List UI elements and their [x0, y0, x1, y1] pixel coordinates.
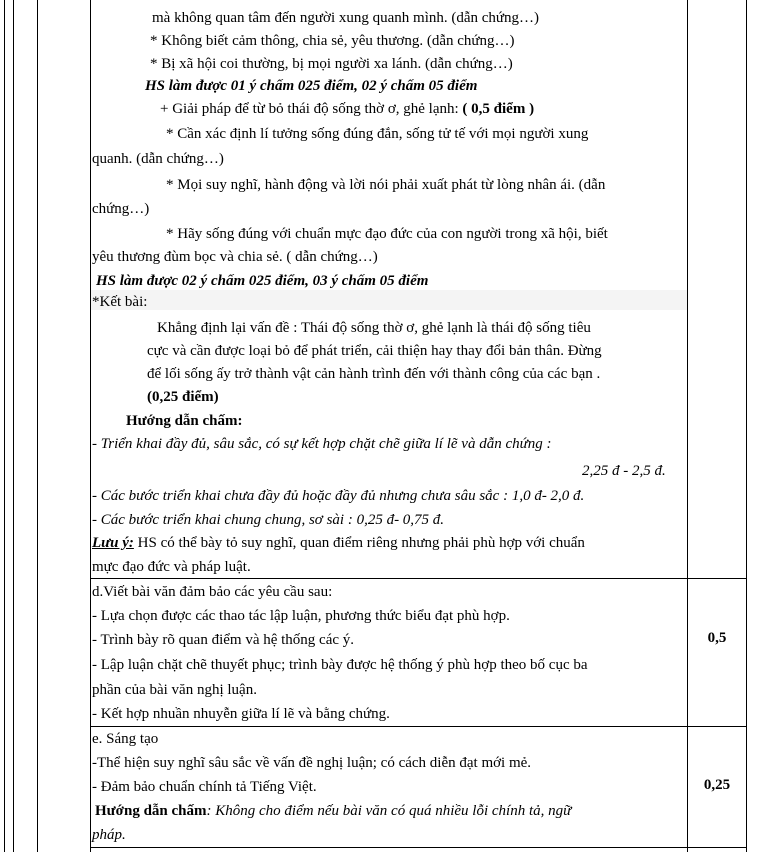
text-line: để lối sống ấy trở thành vật cản hành trình đến với thành công của các bạn .	[147, 366, 601, 382]
score-note: (0,25 điểm)	[147, 389, 219, 405]
section-d-score: 0,5	[707, 630, 727, 646]
note-label: Lưu ý:	[92, 535, 134, 551]
row-divider-2	[90, 726, 747, 727]
line-shading	[91, 290, 687, 310]
text-line	[95, 801, 571, 821]
text-line: * Bị xã hội coi thường, bị mọi người xa lánh. (dẫn chứng…)	[150, 56, 513, 72]
table-border-right	[746, 0, 747, 852]
text-line: * Mọi suy nghĩ, hành động và lời nói phải xuất phát từ lòng nhân ái. (dẫn	[166, 177, 606, 193]
text-line: - Đảm bảo chuẩn chính tả Tiếng Việt.	[92, 779, 317, 795]
text-line: - Lựa chọn được các thao tác lập luận, phương thức biểu đạt phù hợp.	[92, 608, 510, 624]
text-line: - Các bước triển khai chưa đầy đủ hoặc đầy đủ nhưng chưa sâu sắc : 1,0 đ- 2,0 đ.	[92, 488, 585, 504]
table-border-col1	[13, 0, 14, 852]
grading-guide-label: Hướng dẫn chấm	[95, 803, 207, 819]
section-e-title: e. Sáng tạo	[92, 731, 159, 747]
text-line: cực và cần được loại bỏ để phát triển, cải thiện hay thay đổi bản thân. Đừng	[147, 343, 602, 359]
text-line: phần của bài văn nghị luận.	[92, 682, 257, 698]
text-line: - Kết hợp nhuần nhuyễn giữa lí lẽ và bằng chứng.	[92, 706, 390, 722]
text-span: : Không cho điểm nếu bài văn có quá nhiều lỗi chính tả, ngữ	[206, 803, 572, 819]
row-divider-bottom	[90, 847, 747, 848]
text-line: * Không biết cảm thông, chia sẻ, yêu thương. (dẫn chứng…)	[150, 33, 515, 49]
text-line: - Triển khai đầy đủ, sâu sắc, có sự kết hợp chặt chẽ giữa lí lẽ và dẫn chứng :	[92, 436, 552, 452]
text-line: - Các bước triển khai chung chung, sơ sài : 0,25 đ- 0,75 đ.	[92, 512, 445, 528]
text-line: - Trình bày rõ quan điểm và hệ thống các ý.	[92, 632, 355, 648]
row-divider-1	[90, 578, 747, 579]
text-line: yêu thương đùm bọc và chia sẻ. ( dẫn chứng…)	[92, 249, 378, 265]
text-line: quanh. (dẫn chứng…)	[92, 151, 224, 167]
text-line: chứng…)	[92, 201, 150, 217]
table-border-col2	[37, 0, 38, 852]
table-border-left	[4, 0, 5, 852]
text-line	[160, 99, 534, 119]
text-line: -Thể hiện suy nghĩ sâu sắc về vấn đề nghị luận; có cách diễn đạt mới mẻ.	[92, 755, 532, 771]
section-heading: *Kết bài:	[92, 294, 148, 310]
scoring-note: HS làm được 02 ý chấm 025 điểm, 03 ý chấm 05 điểm	[96, 273, 429, 289]
table-border-col3	[90, 0, 91, 852]
section-e-score: 0,25	[703, 777, 731, 793]
section-d-title: d.Viết bài văn đảm bảo các yêu cầu sau:	[92, 584, 333, 600]
text-line: mà không quan tâm đến người xung quanh mình. (dẫn chứng…)	[152, 10, 540, 26]
note-line	[92, 533, 585, 553]
table-border-col4	[687, 0, 688, 852]
text-span: HS có thể bày tỏ suy nghĩ, quan điểm riêng nhưng phải phù hợp với chuẩn	[133, 535, 585, 551]
scoring-note: HS làm được 01 ý chấm 025 điểm, 02 ý chấm 05 điểm	[145, 78, 478, 94]
text-line: mực đạo đức và pháp luật.	[92, 559, 251, 575]
grading-guide-heading: Hướng dẫn chấm:	[126, 413, 243, 429]
score-note: ( 0,5 điểm )	[462, 101, 535, 117]
text-line: pháp.	[92, 827, 126, 843]
text-line: 2,25 đ - 2,5 đ.	[582, 463, 666, 479]
text-span: + Giải pháp để từ bỏ thái độ sống thờ ơ, ghẻ lạnh:	[160, 101, 459, 117]
text-line: * Hãy sống đúng với chuẩn mực đạo đức của con người trong xã hội, biết	[166, 226, 608, 242]
text-line: - Lập luận chặt chẽ thuyết phục; trình bày được hệ thống ý phù hợp theo bố cục ba	[92, 657, 588, 673]
text-line: Khẳng định lại vấn đề : Thái độ sống thờ ơ, ghẻ lạnh là thái độ sống tiêu	[157, 320, 591, 336]
text-line: * Cần xác định lí tưởng sống đúng đắn, sống tử tế với mọi người xung	[166, 126, 589, 142]
